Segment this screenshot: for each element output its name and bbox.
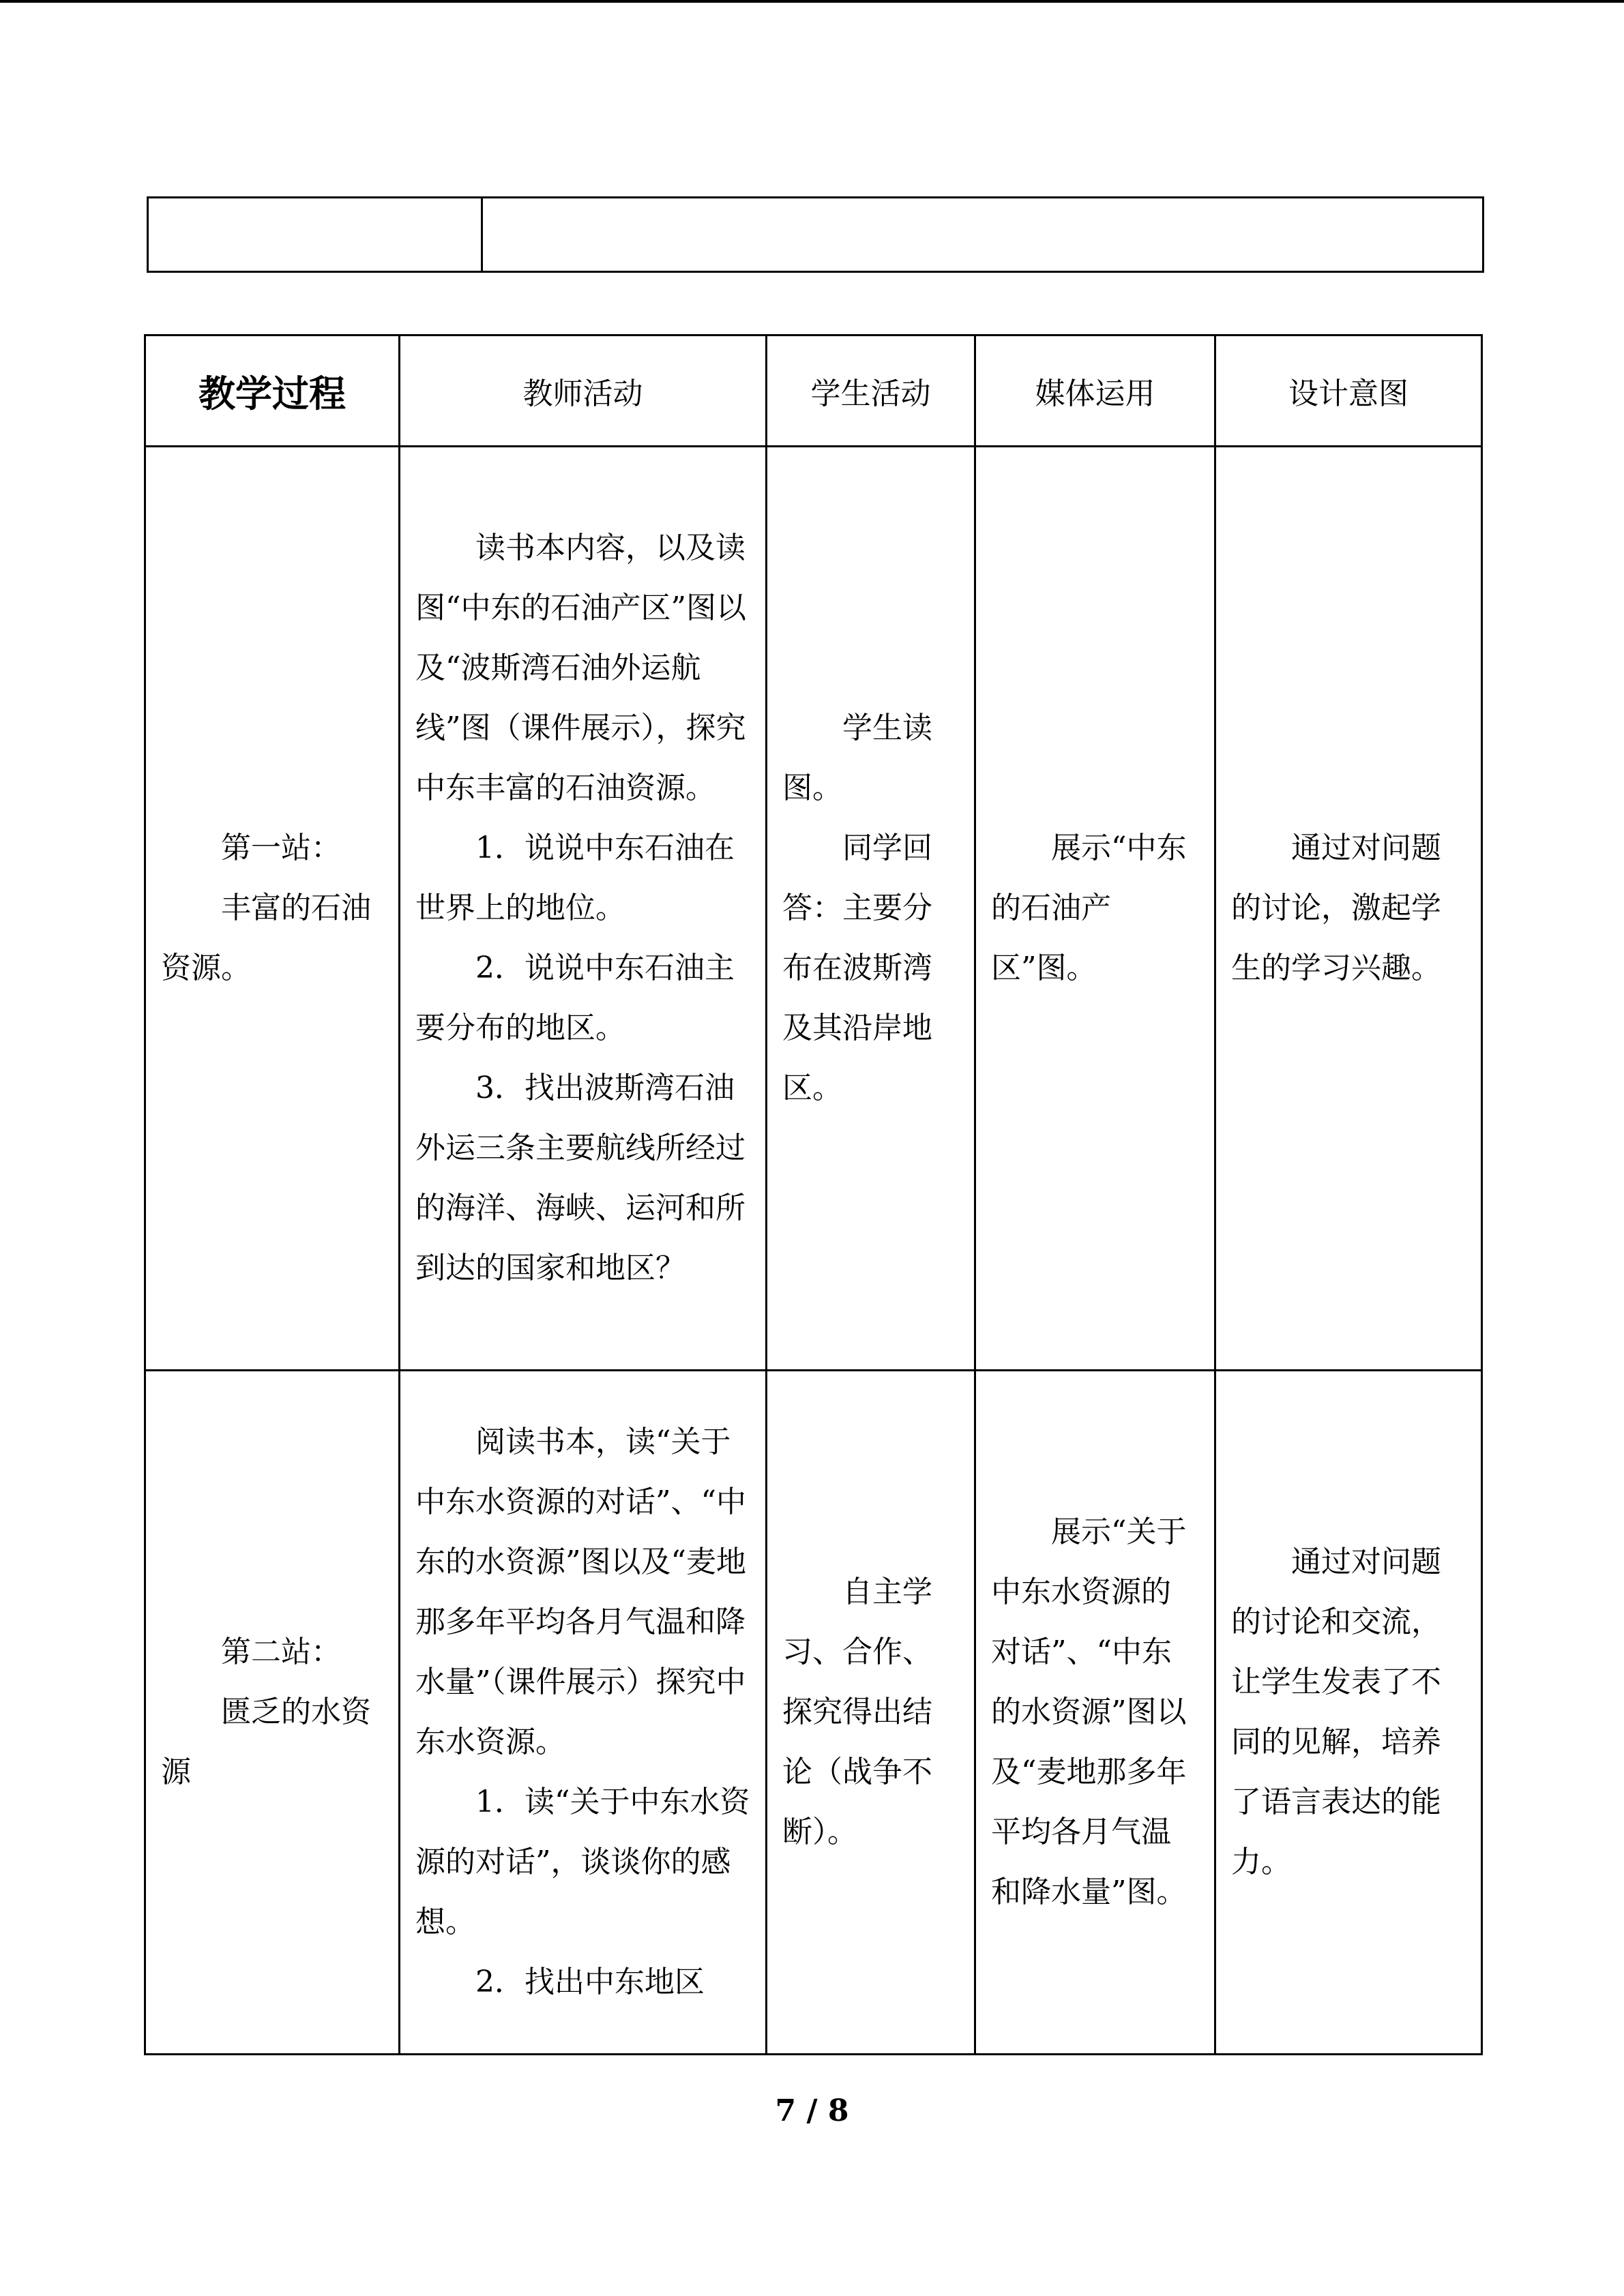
student-cell xyxy=(767,1371,975,2055)
media-text: 展示“中东的石油产区”图。 xyxy=(991,831,1187,985)
student-text: 同学回答：主要分布在波斯湾及其沿岸地区。 xyxy=(782,831,932,1105)
header-table-right-cell xyxy=(482,198,1483,272)
teacher-cell xyxy=(400,447,767,1371)
col-header-intent: 设计意图 xyxy=(1215,336,1482,447)
stage-label: 第二站： xyxy=(221,1635,341,1669)
media-cell xyxy=(975,1371,1215,2055)
intent-cell xyxy=(1215,447,1482,1371)
student-cell xyxy=(767,447,975,1371)
table-header-row xyxy=(145,336,1482,447)
intent-text: 通过对问题的讨论和交流，让学生发表了不同的见解，培养了语言表达的能力。 xyxy=(1231,1545,1441,1879)
col-header-teacher: 教师活动 xyxy=(400,336,767,447)
media-text: 展示“关于中东水资源的对话”、“中东的水资源”图以及“麦地那多年平均各月气温和降水量”图。 xyxy=(991,1515,1187,1909)
teacher-item: 1．说说中东石油在世界上的地位。 xyxy=(415,831,735,925)
media-cell xyxy=(975,447,1215,1371)
teacher-item: 2．说说中东石油主要分布的地区。 xyxy=(415,951,735,1045)
teacher-text: 阅读书本，读“关于中东水资源的对话”、“中东的水资源”图以及“麦地那多年平均各月气温和降水量”（课件展示）探究中东水资源。 xyxy=(415,1425,746,1759)
teacher-item: 2．找出中东地区 xyxy=(475,1965,705,1999)
col-header-process: 教学过程 xyxy=(145,336,400,447)
teacher-item: 3．找出波斯湾石油外运三条主要航线所经过的海洋、海峡、运河和所到达的国家和地区？ xyxy=(415,1071,745,1285)
teacher-item: 1．读“关于中东水资源的对话”，谈谈你的感想。 xyxy=(415,1785,750,1939)
teacher-cell xyxy=(400,1371,767,2055)
col-header-media: 媒体运用 xyxy=(975,336,1215,447)
stage-title: 匮乏的水资源 xyxy=(161,1695,371,1789)
header-table xyxy=(147,196,1484,273)
col-header-student: 学生活动 xyxy=(767,336,975,447)
stage-label: 第一站： xyxy=(221,831,341,865)
lesson-plan-table xyxy=(144,334,1483,2055)
table-row xyxy=(145,447,1482,1371)
student-text: 学生读图。 xyxy=(782,711,932,805)
stage-cell xyxy=(145,447,400,1371)
student-text: 自主学习、合作、探究得出结论（战争不断）。 xyxy=(782,1575,932,1849)
intent-cell xyxy=(1215,1371,1482,2055)
table-row xyxy=(145,1371,1482,2055)
header-table-left-cell xyxy=(148,198,482,272)
top-border-line xyxy=(0,0,1624,3)
stage-cell xyxy=(145,1371,400,2055)
intent-text: 通过对问题的讨论，激起学生的学习兴趣。 xyxy=(1231,831,1441,985)
stage-title: 丰富的石油资源。 xyxy=(161,891,371,985)
page-number: 7 / 8 xyxy=(775,2093,849,2128)
teacher-text: 读书本内容，以及读图“中东的石油产区”图以及“波斯湾石油外运航线”图（课件展示），探究中东丰富的石油资源。 xyxy=(415,531,746,805)
